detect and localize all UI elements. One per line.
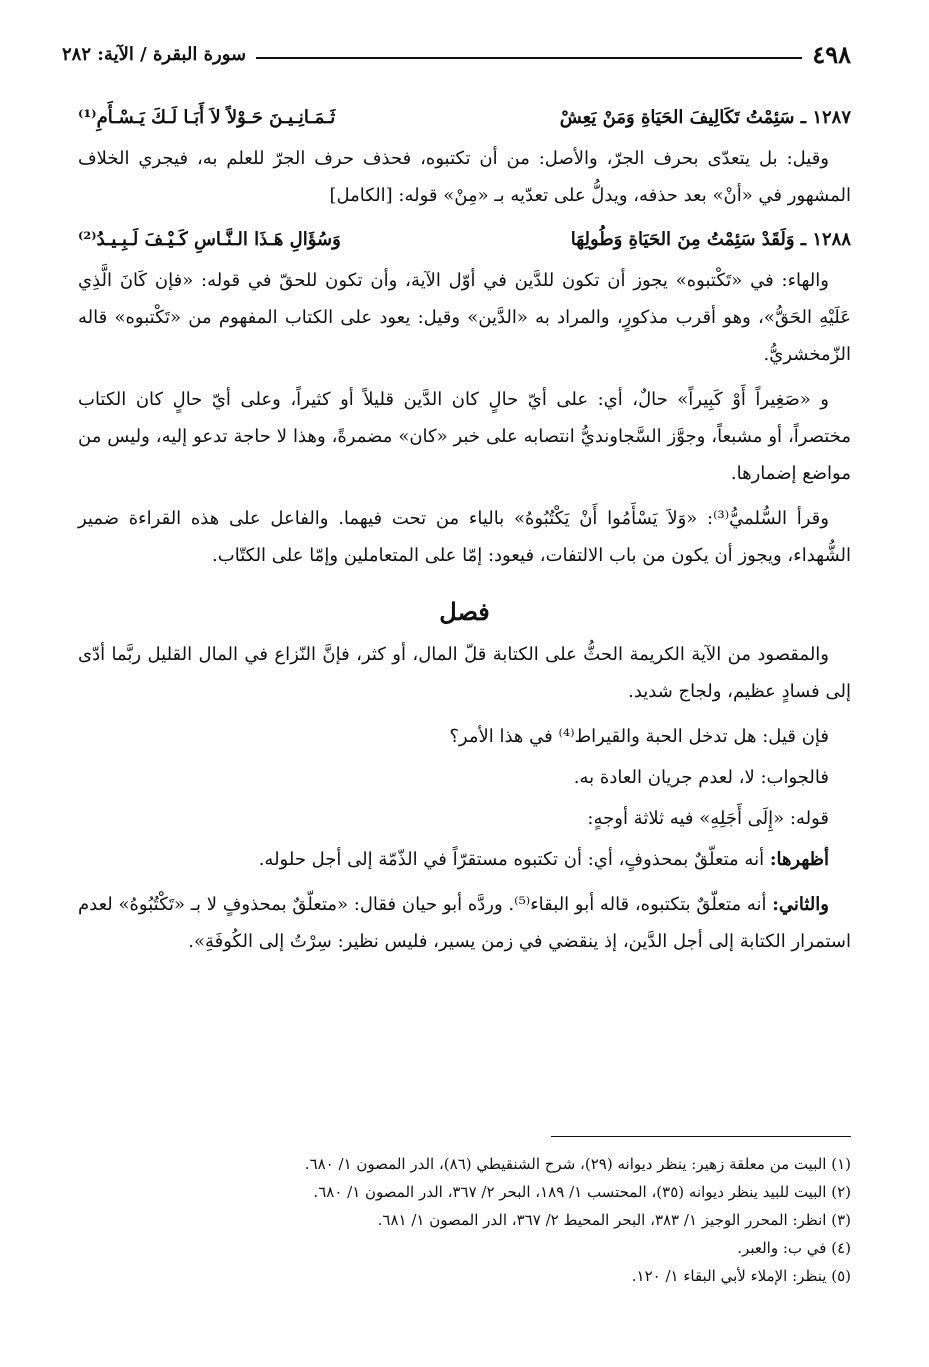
paragraph: قوله: «إِلَى أَجَلِهِ» فيه ثلاثة أوجهٍ:	[587, 808, 829, 829]
verse-second-hemistich: ثَـمَـانِـيـنَ حَـوْلاً لاَ أَبَـا لَـكَ يَـسْـأَمِ⁽¹⁾	[78, 107, 336, 128]
paragraph: فإن قيل: هل تدخل الحبة والقيراط⁽⁴⁾ في هذا الأمر؟	[449, 726, 829, 747]
header-rule	[256, 57, 802, 59]
paragraph: و «صَغِيراً أَوْ كَبِيراً» حالٌ، أي: على أيّ حالٍ كان الدَّين قليلاً أو كثيراً، وعلى أيّ حالٍ كان الكتاب مختصراً، أو مشبعاً، وجوَّز السَّجاونديُّ انتصابه على خبر «كان» مضمرةً، وهذا لا حاجة تدعو إليه، وليس من مواضع إضمارها.	[78, 389, 851, 484]
section-title: فصل	[439, 597, 490, 626]
verse-first-hemistich: ١٢٨٨ ـ وَلَقَدْ سَئِمْتُ مِنَ الحَيَاةِ وَطُولِهَا	[570, 229, 851, 250]
paragraph: وقرأ السُّلميُّ⁽³⁾: «وَلاَ يَسْأَمُوا أَنْ يَكْتُبُوهُ» بالياء من تحت فيهما. والفاعل على هذه القراءة ضمير الشُّهداء، ويجوز أن يكون من باب الالتفات، فيعود: إمّا على المتعاملين وإمّا على الكتّاب.	[78, 508, 851, 566]
paragraph: والهاء: في «تَكْتبوه» يجوز أن تكون للدَّين في أوّل الآية، وأن تكون للحقّ في قوله: «فإن كَانَ الَّذِي عَلَيْهِ الحَقُّ»، وهو أقرب مذكورٍ، والمراد به «الدَّين» وقيل: يعود على الكتاب المفهوم من «تَكْتبوه» قاله الزّمخشريُّ.	[78, 270, 851, 365]
paragraph: وقيل: بل يتعدّى بحرف الجرّ، والأصل: من أن تكتبوه، فحذف حرف الجرّ للعلم به، فيجري الخلاف المشهور في «أنْ» بعد حذفه، ويدلُّ على تعدّيه بـ «مِنْ» قوله: [الكامل]	[78, 148, 851, 206]
paragraph-lead: أظهرها:	[769, 849, 829, 870]
paragraph: والمقصود من الآية الكريمة الحثُّ على الكتابة قلّ المال، أو كثر، فإنَّ النّزاع في المال القليل ربَّما أدّى إلى فسادٍ عظيم، ولجاج شديد.	[78, 644, 851, 702]
footnote: (١) البيت من معلقة زهير: ينظر ديوانه (٢٩)، شرح الشنقيطي (٨٦)، الدر المصون ١/ ٦٨٠.	[304, 1155, 851, 1173]
footnote: (٤) في ب: والعبر.	[737, 1239, 851, 1257]
footnote: (٢) البيت للبيد ينظر ديوانه (٣٥)، المحتسب ١/ ١٨٩، البحر ٢/ ٣٦٧، الدر المصون ١/ ٦٨٠.	[313, 1183, 851, 1201]
paragraph-text: أنه متعلّقٌ بتكتبوه، قاله أبو البقاء⁽⁵⁾. وردَّه أبو حيان فقال: «متعلّقٌ بمحذوفٍ لا بـ «تَكْتُبُوهُ» لعدم استمرار الكتابة إلى أجل الدَّين، إذ ينقضي في زمن يسير، فليس نظير: سِرْتُ إلى الكُوفَةِ».	[78, 894, 851, 952]
verse-1287	[78, 100, 851, 136]
paragraph-text: أنه متعلّقٌ بمحذوفٍ، أي: أن تكتبوه مستقرّاً في الذّمّة إلى أجل حلوله.	[258, 849, 770, 870]
paragraph	[78, 886, 851, 960]
footnotes	[78, 1150, 851, 1290]
verse-first-hemistich: ١٢٨٧ ـ سَئِمْتُ تَكَالِيفَ الحَيَاةِ وَمَنْ يَعِشْ	[559, 107, 851, 128]
running-header	[62, 34, 851, 74]
paragraph	[78, 841, 851, 878]
footnote-separator	[551, 1136, 851, 1137]
footnote: (٥) ينظر: الإملاء لأبي البقاء ١/ ١٢٠.	[631, 1267, 851, 1285]
verse-second-hemistich: وَسُؤَالِ هَـذَا الـنَّـاسِ كَـيْـفَ لَـبِـيـدُ⁽²⁾	[78, 229, 341, 250]
main-text	[78, 100, 851, 968]
paragraph: فالجواب: لا، لعدم جريان العادة به.	[573, 767, 829, 788]
verse-1288	[78, 222, 851, 258]
surah-reference: سورة البقرة / الآية: ٢٨٢	[62, 43, 247, 65]
page-number: ٤٩٨	[812, 39, 851, 69]
footnote: (٣) انظر: المحرر الوجيز ١/ ٣٨٣، البحر المحيط ٢/ ٣٦٧، الدر المصون ١/ ٦٨١.	[377, 1211, 851, 1229]
paragraph-lead: والثاني:	[772, 894, 829, 915]
